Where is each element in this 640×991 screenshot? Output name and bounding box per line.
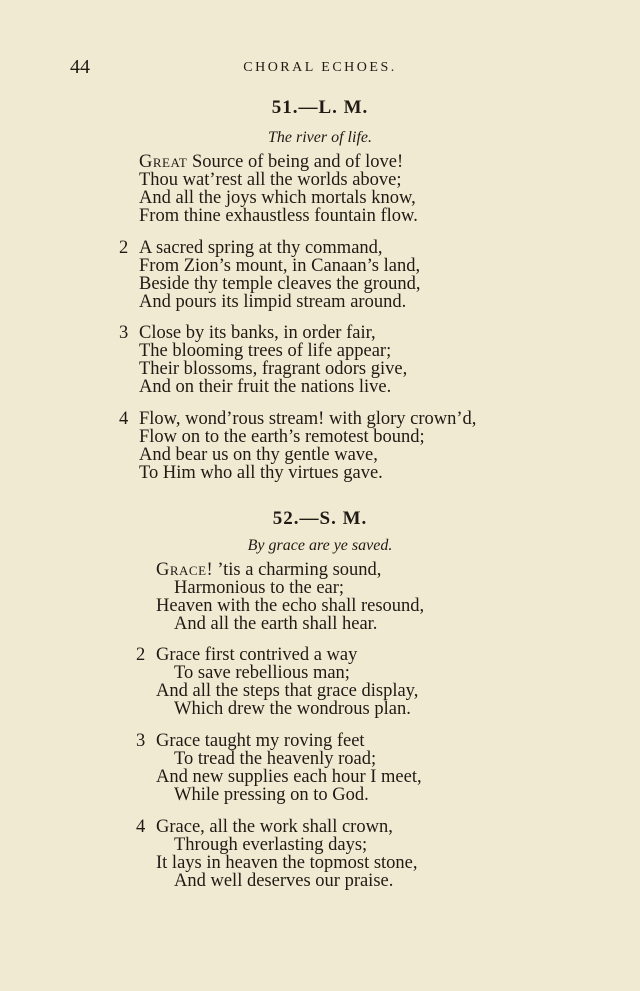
hymn-subtitle: The river of life. — [268, 129, 372, 146]
page-number: 44 — [70, 56, 90, 78]
verse-line: And all the steps that grace display, — [156, 681, 419, 701]
verse-line: To save rebellious man; — [174, 663, 350, 683]
verse-line: Great Source of being and of love! — [139, 152, 404, 172]
verse-line: It lays in heaven the topmost stone, — [156, 853, 418, 873]
verse-line: Grace, all the work shall crown, — [156, 817, 393, 837]
stanza-number: 2 — [119, 238, 129, 258]
verse-line: The blooming trees of life appear; — [139, 341, 392, 361]
stanza-number: 4 — [136, 817, 146, 837]
verse-line: Through everlasting days; — [174, 835, 368, 855]
hymn-number: 52.—S. M. — [272, 508, 368, 529]
verse-line: To Him who all thy virtues gave. — [139, 463, 383, 483]
verse-line: And on their fruit the nations live. — [139, 377, 392, 397]
verse-line: Thou wat’rest all the worlds above; — [139, 170, 402, 190]
hymn-number: 51.—L. M. — [271, 97, 369, 118]
verse-line: Their blossoms, fragrant odors give, — [139, 359, 408, 379]
initial-word: Grace — [156, 560, 207, 580]
verse-line: Which drew the wondrous plan. — [174, 699, 411, 719]
stanza-number: 2 — [136, 645, 146, 665]
verse-line: Flow, wond’rous stream! with glory crown’d, — [139, 409, 477, 429]
verse-line: Heaven with the echo shall resound, — [156, 596, 425, 616]
initial-word: Great — [139, 152, 188, 172]
verse-line: And well deserves our praise. — [174, 871, 394, 891]
verse-line: While pressing on to God. — [174, 785, 369, 805]
hymn-subtitle: By grace are ye saved. — [247, 537, 393, 554]
verse-line: Grace first contrived a way — [156, 645, 358, 665]
verse-line: Harmonious to the ear; — [174, 578, 345, 598]
verse-line: Close by its banks, in order fair, — [139, 323, 376, 343]
verse-line: From Zion’s mount, in Canaan’s land, — [139, 256, 421, 276]
stanza-number: 4 — [119, 409, 129, 429]
book-title: CHORAL ECHOES. — [243, 60, 397, 75]
verse-line: Grace! ’tis a charming sound, — [156, 560, 382, 580]
verse-line: Beside thy temple cleaves the ground, — [139, 274, 421, 294]
verse-line: And all the earth shall hear. — [174, 614, 378, 634]
verse-line: And bear us on thy gentle wave, — [139, 445, 378, 465]
verse-line: Grace taught my roving feet — [156, 731, 365, 751]
stanza-number: 3 — [119, 323, 129, 343]
verse-line: To tread the heavenly road; — [174, 749, 377, 769]
verse-line: And all the joys which mortals know, — [139, 188, 416, 208]
verse-line: Flow on to the earth’s remotest bound; — [139, 427, 425, 447]
verse-line: And pours its limpid stream around. — [139, 292, 407, 312]
verse-line: From thine exhaustless fountain flow. — [139, 206, 418, 226]
stanza-number: 3 — [136, 731, 146, 751]
running-head — [0, 56, 640, 80]
verse-line: And new supplies each hour I meet, — [156, 767, 422, 787]
verse-line: A sacred spring at thy command, — [139, 238, 383, 258]
